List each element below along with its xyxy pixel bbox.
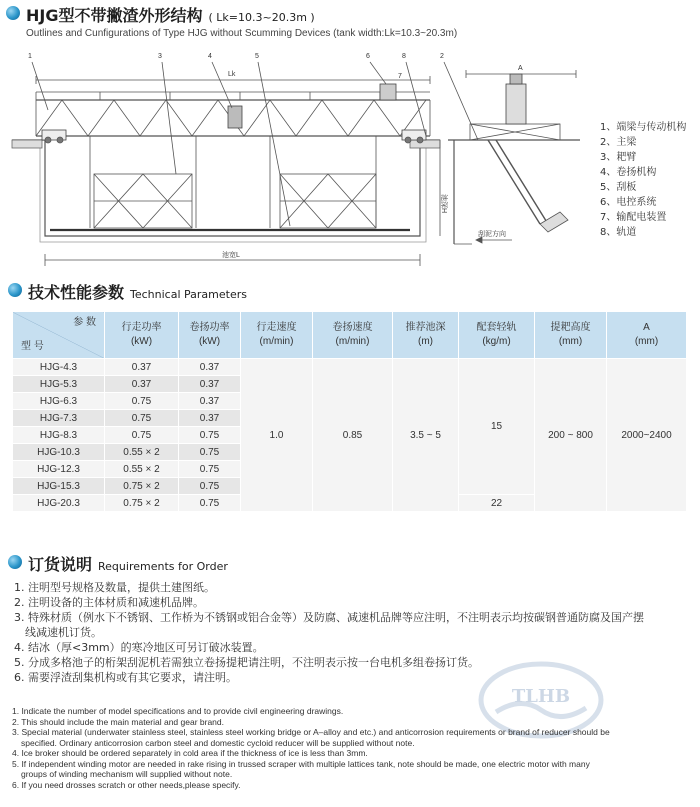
page-title (26, 3, 315, 26)
order-title-zh: 订货说明 (28, 555, 93, 574)
header-walk-speed: 行走速度 (m/min) (241, 312, 313, 359)
pool-width-label: 池宽L (222, 252, 240, 259)
header-depth: 推荐池深 (m) (393, 312, 459, 359)
table-row: HJG-15.3 0.75 × 2 0.75 (13, 478, 687, 495)
callout-4: 4 (208, 53, 212, 60)
tech-table (12, 311, 687, 512)
legend-item: 2、主梁 (600, 137, 637, 148)
flow-label: 刮泥方向 (478, 231, 506, 238)
list-item: groups of winding mechanism will supplied without note. (21, 769, 233, 779)
list-item: 线减速机订货。 (25, 626, 102, 639)
header-walk-power: 行走功率 (kW) (105, 312, 179, 359)
table-row: HJG-7.3 0.75 0.37 (13, 410, 687, 427)
tech-bullet-icon (8, 283, 22, 297)
list-item: 6. 需要浮渣刮集机构或有其它要求，请注明。 (14, 671, 237, 684)
legend-item: 5、刮板 (600, 182, 637, 193)
header-rail: 配套轻轨 (kg/m) (459, 312, 535, 359)
order-bullet-icon (8, 555, 22, 569)
legend-item: 6、电控系统 (600, 197, 657, 208)
list-item: 6. If you need drosses scratch or other needs,please specify. (12, 779, 241, 790)
table-row: HJG-10.3 0.55 × 2 0.75 (13, 444, 687, 461)
table-row: HJG-5.3 0.37 0.37 (13, 376, 687, 393)
rail-cell: 15 (459, 359, 535, 495)
lift-cell: 200 ~ 800 (535, 359, 607, 512)
table-row: HJG-6.3 0.75 0.37 (13, 393, 687, 410)
legend-item: 4、卷扬机构 (600, 167, 657, 178)
depth-cell: 3.5 ~ 5 (393, 359, 459, 512)
callout-5: 5 (255, 53, 259, 60)
list-item: 3. Special material (underwater stainless steel, stainless steel working bridge or A–alloy and etc.) and anticorrosion requirements or brand of reducer should be (12, 727, 610, 737)
list-item: 5. If independent winding motor are needed in rake rising in trussed scraper with multiple lattices tank, note should be made, one electric motor with many (12, 758, 590, 769)
list-item: 5. 分成多格池子的桁架刮泥机若需独立卷扬提耙请注明，不注明表示按一台电机多组卷扬订货。 (14, 656, 479, 669)
callout-8: 8 (402, 53, 406, 60)
list-item: 2. This should include the main material and gear brand. (12, 716, 224, 727)
order-title-en: Requirements for Order (98, 560, 228, 573)
page-subtitle: Outlines and Cunfigurations of Type HJG without Scumming Devices (tank width:Lk=10.3~20.3m) (26, 28, 458, 39)
table-row: HJG-8.3 0.75 0.75 (13, 427, 687, 444)
tech-section-title (28, 280, 247, 303)
header-lift: 提耙高度 (mm) (535, 312, 607, 359)
lk-label: Lk (228, 71, 236, 78)
component-legend (600, 120, 686, 240)
logo-text: TLHB (511, 686, 571, 707)
list-item: 2. 注明设备的主体材质和减速机品牌。 (14, 596, 204, 609)
title-bullet-icon (6, 6, 20, 20)
a-label: A (518, 65, 523, 72)
title-range: ( Lk=10.3~20.3m ) (208, 11, 315, 24)
title-main: HJG型不带撇渣外形结构 (26, 6, 203, 25)
order-list-en (12, 706, 696, 790)
header-a: A (mm) (607, 312, 687, 359)
corner-top: 参 数 (73, 317, 96, 328)
table-row: HJG-4.3 0.37 0.37 1.0 0.85 3.5 ~ 5 15 200 ~ 800 2000~2400 (13, 359, 687, 376)
legend-item: 7、输配电装置 (600, 212, 667, 223)
a-value-cell: 2000~2400 (607, 359, 687, 512)
walk-speed-cell: 1.0 (241, 359, 313, 512)
callout-2: 2 (440, 53, 444, 60)
list-item: 4. Ice broker should be ordered separately in cold area if the thickness of ice is less than 3mm. (12, 748, 368, 758)
corner-cell (13, 312, 105, 359)
list-item: specified. Ordinary anticorrosion carbon steel and domestic cycloid reducer will be supplied without note. (21, 737, 415, 748)
callout-7: 7 (398, 73, 402, 80)
pool-depth-label: 池深H (440, 194, 447, 214)
legend-item: 3、耙臂 (600, 152, 637, 163)
tech-title-zh: 技术性能参数 (28, 283, 125, 302)
header-hoist-power: 卷扬功率 (kW) (179, 312, 241, 359)
list-item: 3. 特殊材质（例水下不锈钢、工作桥为不锈钢或铝合金等）及防腐、减速机品牌等应注明，不注明表示均按碳钢普通防腐及国产摆 (14, 611, 644, 624)
order-section-title (28, 552, 228, 575)
hoist-speed-cell: 0.85 (313, 359, 393, 512)
legend-item: 1、端梁与传动机构 (600, 122, 687, 133)
callout-3: 3 (158, 53, 162, 60)
callout-1: 1 (28, 53, 32, 60)
callout-6: 6 (366, 53, 370, 60)
list-item: 4. 结冰（厚<3mm）的寒冷地区可另订破冰装置。 (14, 641, 264, 654)
list-item: 1. 注明型号规格及数量，提供土建图纸。 (14, 581, 215, 594)
corner-bottom: 型 号 (21, 341, 44, 352)
rail-last-cell: 22 (459, 495, 535, 512)
structure-drawing (0, 44, 700, 276)
list-item: 1. Indicate the number of model specifications and to provide civil engineering drawings. (12, 706, 344, 716)
legend-item: 8、轨道 (600, 227, 637, 238)
header-hoist-speed: 卷扬速度 (m/min) (313, 312, 393, 359)
table-row: HJG-20.3 0.75 × 2 0.75 22 (13, 495, 687, 512)
table-row: HJG-12.3 0.55 × 2 0.75 (13, 461, 687, 478)
tech-title-en: Technical Parameters (130, 288, 247, 301)
